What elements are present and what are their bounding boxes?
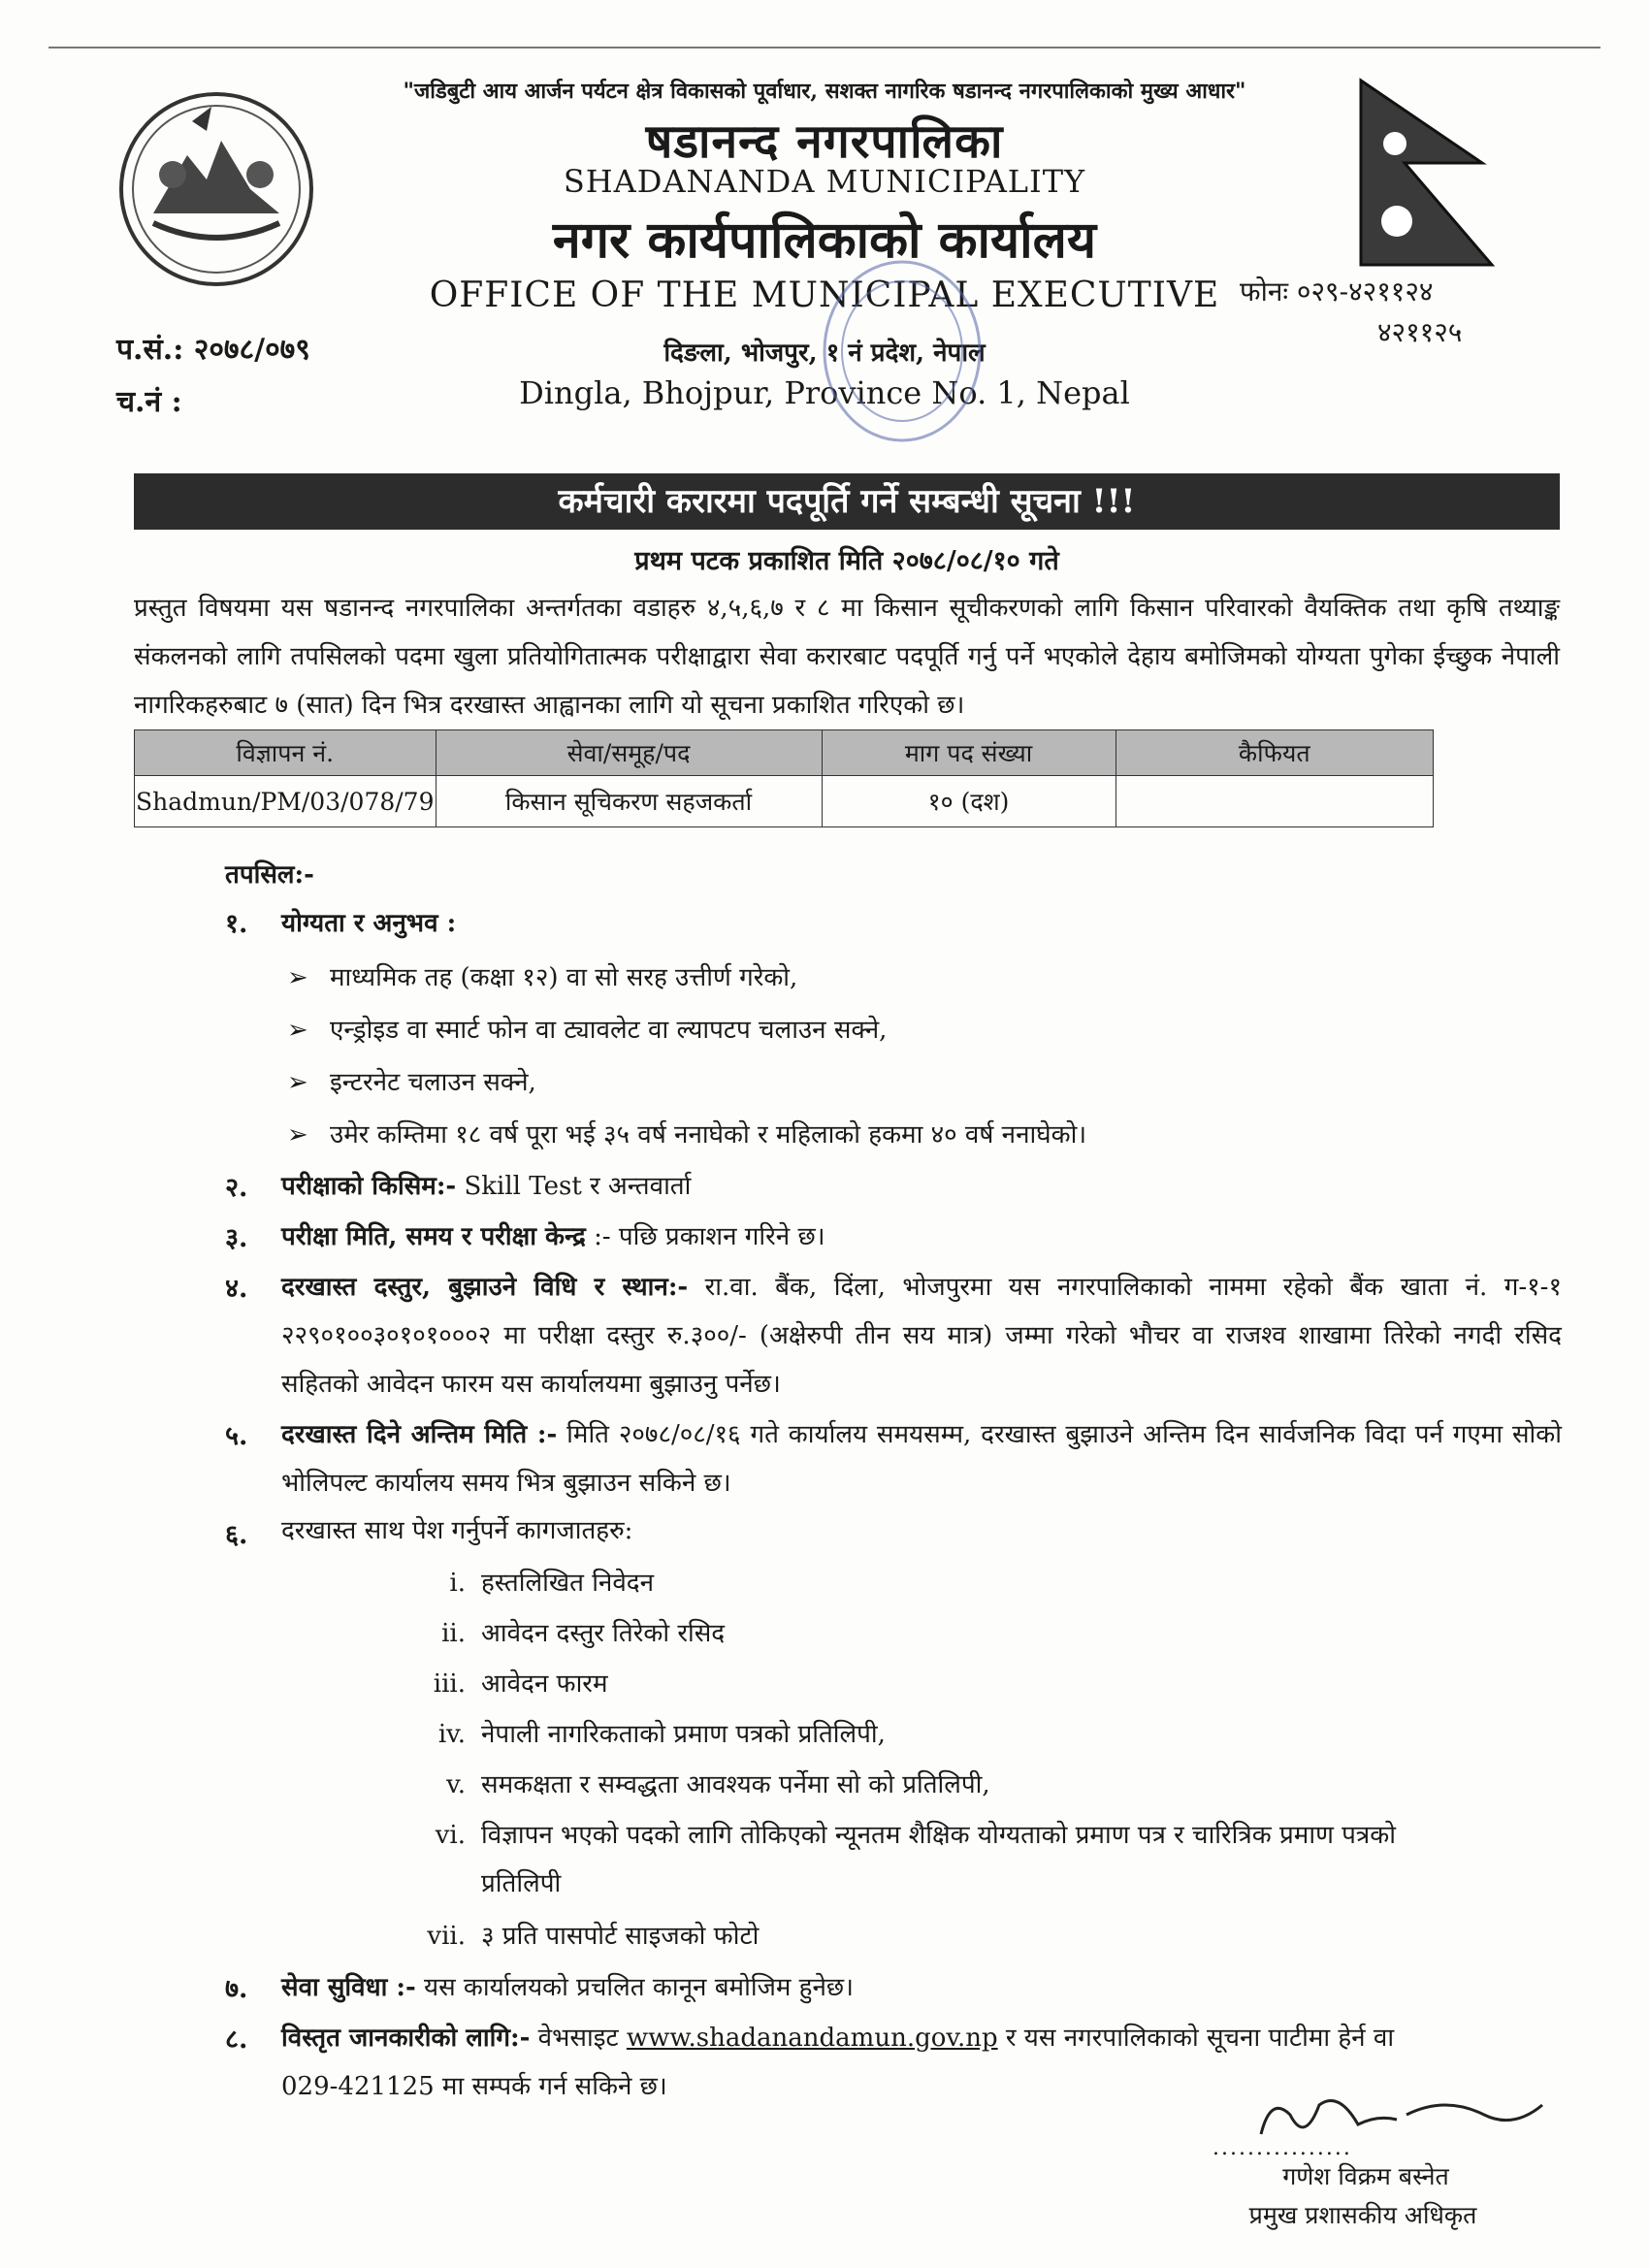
office-stamp-icon bbox=[815, 254, 989, 448]
municipality-name-nepali: षडानन्द नगरपालिका bbox=[645, 114, 1004, 169]
section-6-number: ६. bbox=[225, 1520, 248, 1550]
phone-line-2: ४२११२५ bbox=[1377, 316, 1463, 348]
header-ad-number: विज्ञापन नं. bbox=[135, 730, 436, 776]
header-remarks: कैफियत bbox=[1116, 730, 1434, 776]
list-item: ➢ एन्ड्रोइड वा स्मार्ट फोन वा ट्यावलेट वा ल्यापटप चलाउन सक्ने, bbox=[287, 1016, 888, 1045]
details-heading: तपसिल:- bbox=[225, 860, 314, 890]
section-3-number: ३. bbox=[225, 1223, 248, 1253]
cell-post-count: १० (दश) bbox=[822, 776, 1116, 827]
section-7-number: ७. bbox=[225, 1974, 248, 2004]
list-item: ii. आवेदन दस्तुर तिरेको रसिद bbox=[441, 1619, 726, 1648]
address-english: Dingla, Bhojpur, Province No. 1, Nepal bbox=[519, 374, 1130, 411]
notice-title-banner: कर्मचारी करारमा पदपूर्ति गर्ने सम्बन्धी सूचना !!! bbox=[134, 473, 1560, 530]
header-post-count: माग पद संख्या bbox=[822, 730, 1116, 776]
section-7-body: सेवा सुविधा :- यस कार्यालयको प्रचलित कानून बमोजिम हुनेछ। bbox=[281, 1973, 854, 2002]
table-row bbox=[135, 776, 1434, 827]
table-header-row bbox=[135, 730, 1434, 776]
list-item: ➢ माध्यमिक तह (कक्षा १२) वा सो सरह उत्तीर्ण गरेको, bbox=[287, 963, 798, 992]
top-rule bbox=[48, 47, 1600, 49]
reference-number: प.सं.: २०७८/०७९ bbox=[116, 333, 310, 367]
website-link[interactable]: www.shadanandamun.gov.np bbox=[626, 2024, 998, 2053]
arrow-bullet-icon: ➢ bbox=[287, 1016, 308, 1045]
publication-date: प्रथम पटक प्रकाशित मिति २०७८/०८/१० गते bbox=[634, 546, 1059, 576]
section-2-number: २. bbox=[225, 1173, 248, 1203]
cell-remarks bbox=[1116, 776, 1434, 827]
section-8-body: विस्तृत जानकारीको लागि:- वेभसाइट www.shadanandamun.gov.np र यस नगरपालिकाको सूचना पाटीमा हेर्न वा 029-421125 मा सम्पर्क गर्न सकिने छ। bbox=[281, 2024, 1395, 2101]
list-item: प्रतिलिपी bbox=[481, 1869, 562, 1898]
office-name-english: OFFICE OF THE MUNICIPAL EXECUTIVE bbox=[429, 275, 1220, 315]
arrow-bullet-icon: ➢ bbox=[287, 1068, 308, 1097]
header-service-post: सेवा/समूह/पद bbox=[436, 730, 822, 776]
vacancy-table bbox=[134, 729, 1434, 827]
cell-service-post: किसान सूचिकरण सहजकर्ता bbox=[436, 776, 822, 827]
signature-line: ................ bbox=[1212, 2136, 1352, 2160]
list-item: ➢ उमेर कम्तिमा १८ वर्ष पूरा भई ३५ वर्ष ननाघेको र महिलाको हकमा ४० वर्ष ननाघेको। bbox=[287, 1120, 1087, 1150]
list-item: iii. आवेदन फारम bbox=[433, 1669, 608, 1699]
dispatch-number: च.नं : bbox=[116, 385, 182, 419]
list-item: iv. नेपाली नागरिकताको प्रमाण पत्रको प्रतिलिपी, bbox=[437, 1720, 886, 1749]
section-3-body: परीक्षा मिति, समय र परीक्षा केन्द्र :- पछि प्रकाशन गरिने छ। bbox=[281, 1222, 825, 1251]
section-4-body: दरखास्त दस्तुर, बुझाउने विधि र स्थान:- रा.वा. बैंक, दिंला, भोजपुरमा यस नगरपालिकाको नाममा रहेको बैंक खाता नं. ग-१-१ २२९०१००३०१०१०००२ मा परीक्षा दस्तुर रु.३००/- (अक्षेरुपी तीन सय मात्र) जम्मा गरेको भौचर वा राजश्व शाखामा तिरेको नगदी रसिद सहितको आवेदन फारम यस कार्यालयमा बुझाउनु पर्नेछ। bbox=[281, 1273, 1562, 1399]
list-item: i. हस्तलिखित निवेदन bbox=[449, 1569, 655, 1598]
arrow-bullet-icon: ➢ bbox=[287, 1120, 308, 1150]
list-item: v. समकक्षता र सम्वद्धता आवश्यक पर्नेमा सो को प्रतिलिपी, bbox=[446, 1770, 990, 1799]
section-4-number: ४. bbox=[225, 1274, 248, 1304]
nepal-emblem-icon bbox=[114, 87, 318, 291]
section-5-body: दरखास्त दिने अन्तिम मिति :- मिति २०७८/०८/१६ गते कार्यालय समयसम्म, दरखास्त बुझाउने अन्तिम दिन सार्वजनिक विदा पर्न गएमा सोको भोलिपल्ट कार्यालय समय भित्र बुझाउन सकिने छ। bbox=[281, 1420, 1562, 1498]
address-nepali: दिङला, भोजपुर, १ नं प्रदेश, नेपाल bbox=[663, 339, 986, 368]
section-1-number: १. bbox=[225, 909, 248, 939]
section-8-number: ८. bbox=[225, 2025, 248, 2055]
list-item: vii. ३ प्रति पासपोर्ट साइजको फोटो bbox=[427, 1922, 760, 1951]
signatory-post: प्रमुख प्रशासकीय अधिकृत bbox=[1248, 2201, 1477, 2229]
municipality-name-english: SHADANANDA MUNICIPALITY bbox=[563, 163, 1086, 200]
phone-block bbox=[1240, 272, 1531, 353]
signatory-name: गणेश विक्रम बस्नेत bbox=[1282, 2162, 1449, 2190]
list-item: ➢ इन्टरनेट चलाउन सक्ने, bbox=[287, 1068, 536, 1097]
phone-line-1: फोनः ०२९-४२११२४ bbox=[1240, 275, 1434, 308]
section-5-number: ५. bbox=[225, 1421, 248, 1451]
section-6-title: दरखास्त साथ पेश गर्नुपर्ने कागजातहरु: bbox=[281, 1516, 633, 1545]
section-1-title: योग्यता र अनुभव : bbox=[281, 909, 457, 938]
motto: "जडिबुटी आय आर्जन पर्यटन क्षेत्र विकासको पूर्वाधार, सशक्त नागरिक षडानन्द नगरपालिकाको मुख्य आधार" bbox=[403, 79, 1246, 104]
list-item: vi. विज्ञापन भएको पदको लागि तोकिएको न्यूनतम शैक्षिक योग्यताको प्रमाण पत्र र चारित्रिक प्रमाण पत्रको bbox=[435, 1821, 1396, 1850]
section-2-body: परीक्षाको किसिम:- Skill Test र अन्तवार्ता bbox=[281, 1172, 692, 1201]
nepal-flag-icon bbox=[1356, 76, 1502, 270]
notice-intro-paragraph: प्रस्तुत विषयमा यस षडानन्द नगरपालिका अन्तर्गतका वडाहरु ४,५,६,७ र ८ मा किसान सूचीकरणको लागि किसान परिवारको वैयक्तिक तथा कृषि तथ्याङ्क संकलनको लागि तपसिलको पदमा खुला प्रतियोगितात्मक परीक्षाद्वारा सेवा करारबाट पदपूर्ति गर्नु पर्ने भएकोले देहाय बमोजिमको योग्यता पुगेका ईच्छुक नेपाली नागरिकहरुबाट ७ (सात) दिन भित्र दरखास्त आह्वानका लागि यो सूचना प्रकाशित गरिएको छ। bbox=[134, 594, 1560, 720]
office-name-nepali: नगर कार्यपालिकाको कार्यालय bbox=[552, 211, 1097, 270]
cell-ad-number: Shadmun/PM/03/078/79 bbox=[135, 776, 436, 827]
arrow-bullet-icon: ➢ bbox=[287, 963, 308, 992]
